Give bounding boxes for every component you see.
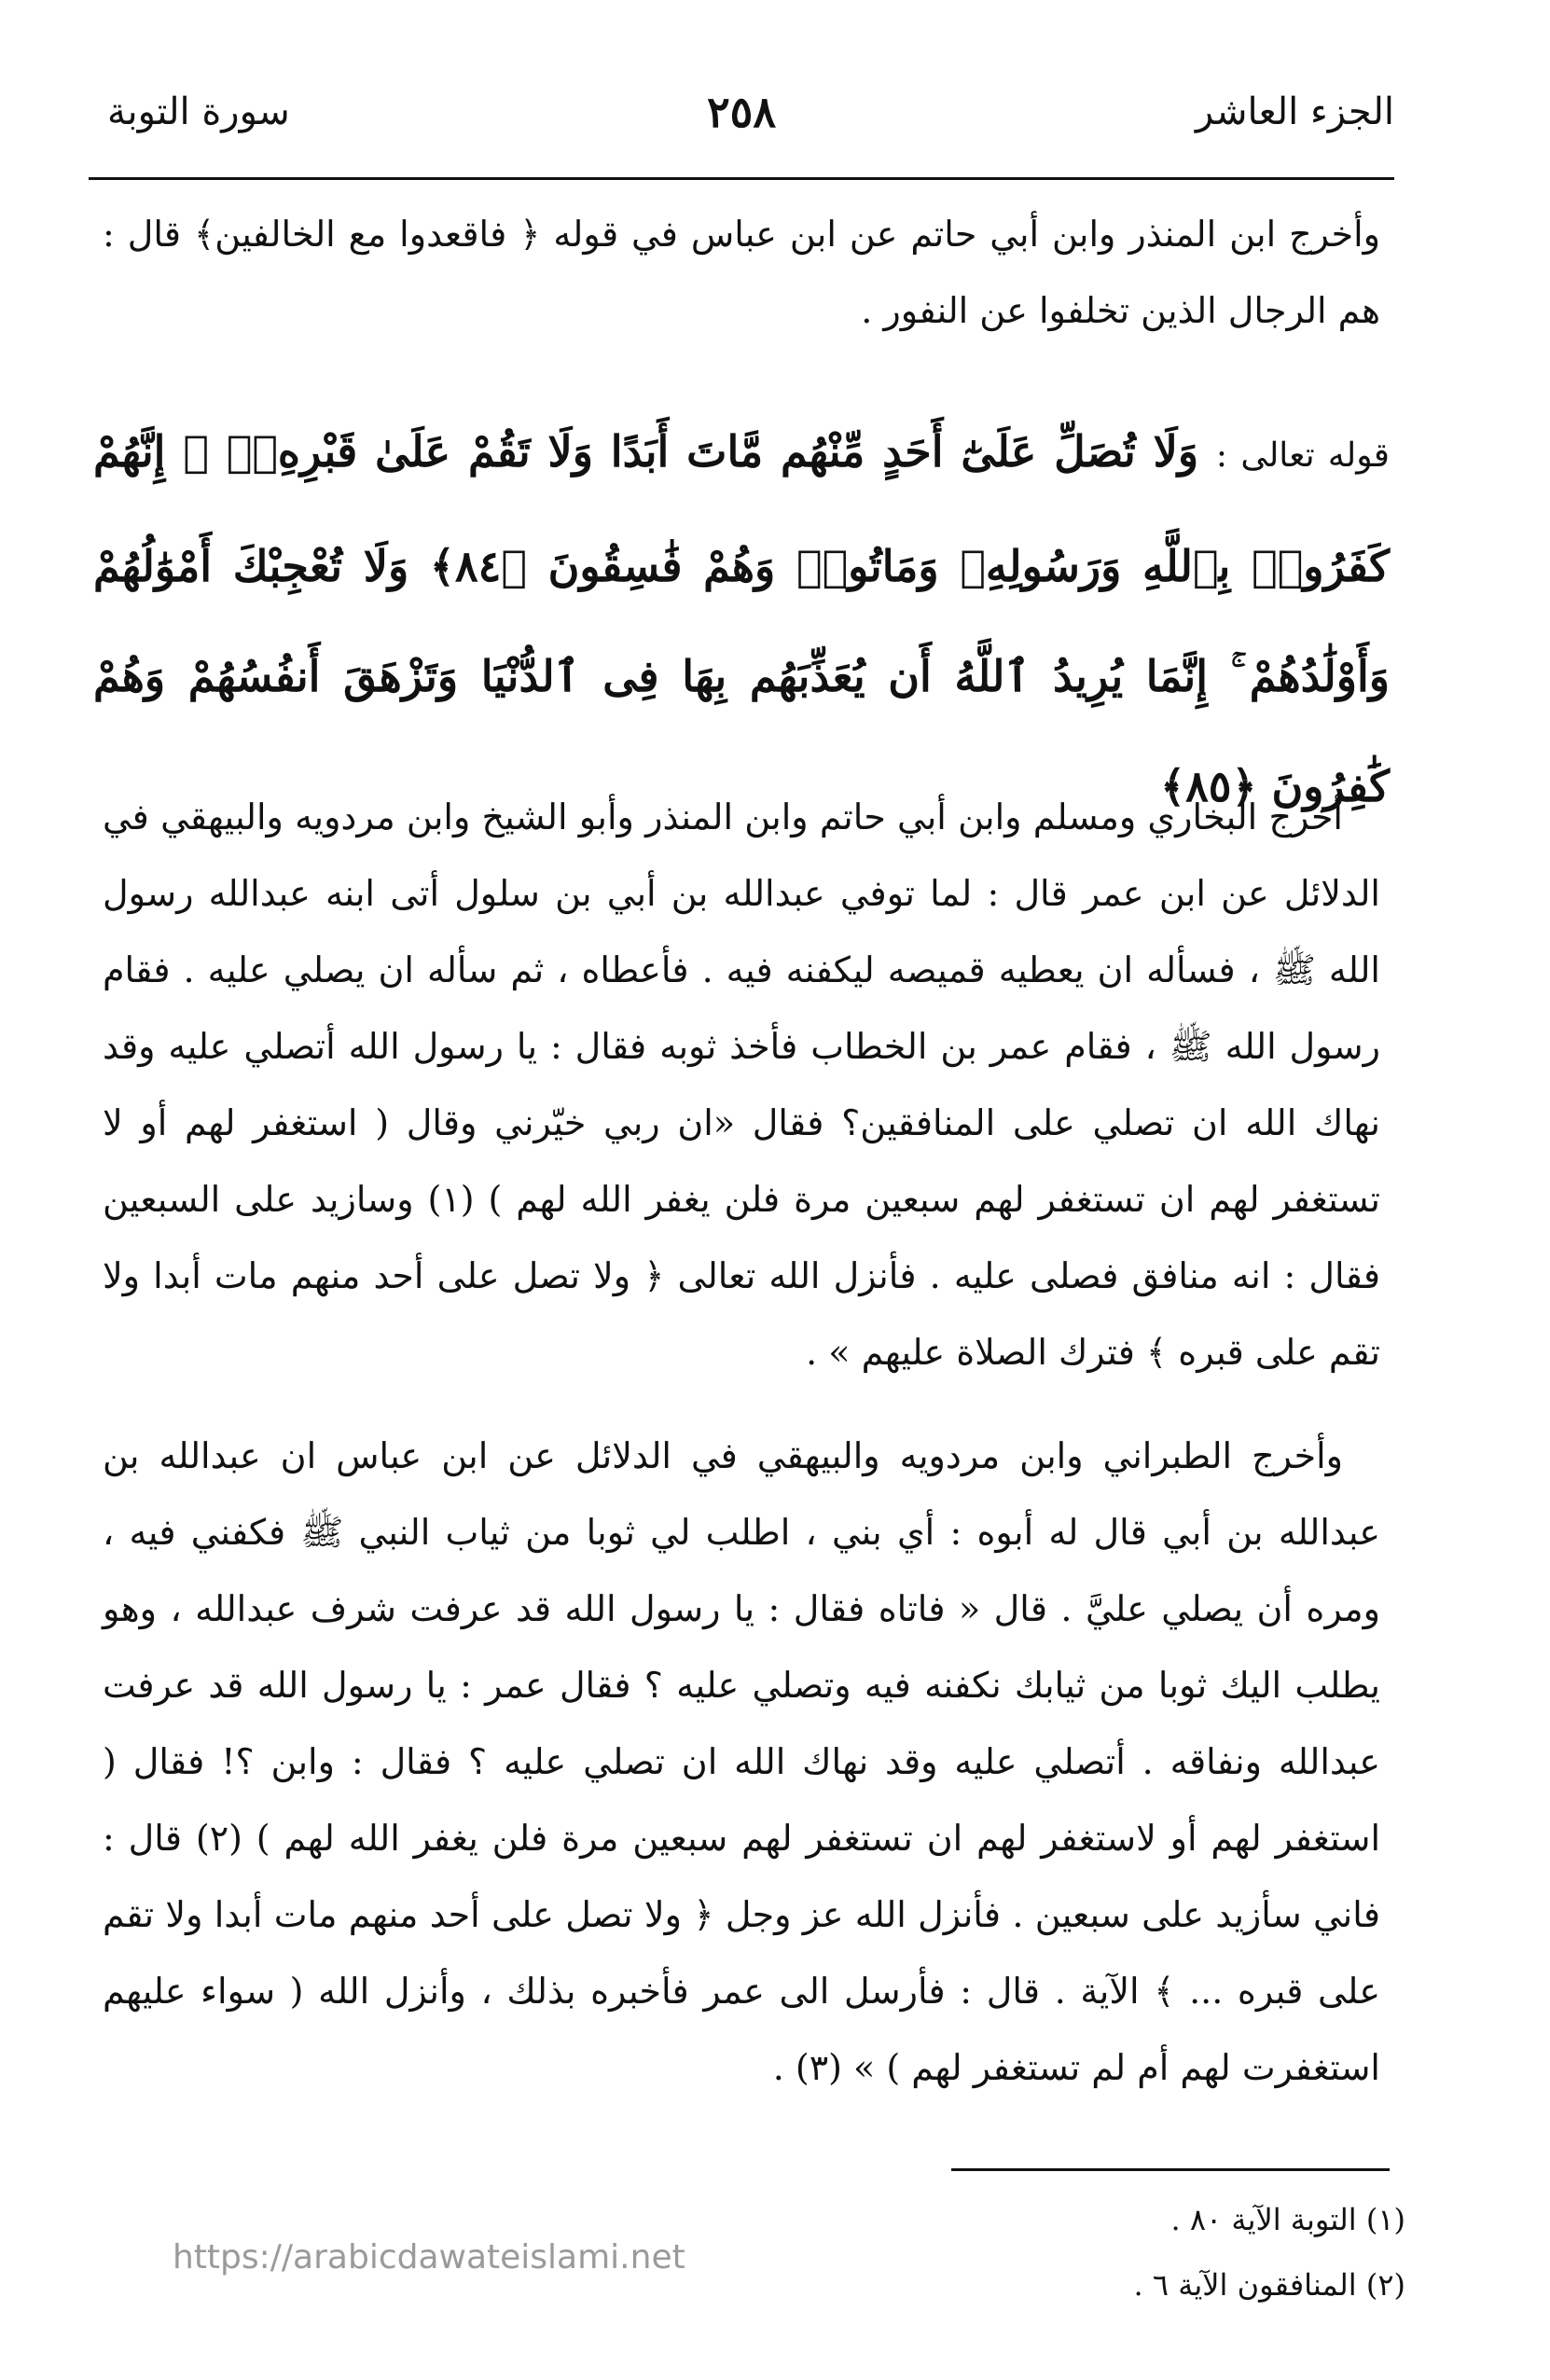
footnote-2: (٢) المنافقون الآية ٦ . xyxy=(1133,2267,1405,2303)
page-number: ٢٥٨ xyxy=(706,87,777,137)
juz-label: الجزء العاشر xyxy=(1195,90,1394,133)
footnote-divider xyxy=(951,2168,1390,2171)
header-divider xyxy=(89,177,1394,180)
quran-verse-text: وَلَا تُصَلِّ عَلَىٰٓ أَحَدٍ مِّنْهُم مَّاتَ أَبَدًا وَلَا تَقُمْ عَلَىٰ قَبْرِهِۦٓ ۖ إِنَّهُمْ كَفَرُوا۟ بِٱللَّهِ وَرَسُولِهِۦ وَمَاتُوا۟ وَهُمْ فَٰسِقُونَ ﴿٨٤﴾ وَلَا تُعْجِبْكَ أَمْوَٰلُهُمْ وَأَوْلَٰدُهُمْ ۚ إِنَّمَا يُرِيدُ ٱللَّهُ أَن يُعَذِّبَهُم بِهَا فِى ٱلدُّنْيَا وَتَزْهَقَ أَنفُسُهُمْ وَهُمْ كَٰفِرُونَ ﴿٨٥﴾ xyxy=(93,426,1390,811)
footnote-1: (١) التوبة الآية ٨٠ . xyxy=(1170,2202,1405,2237)
paragraph-tabarani-narration: وأخرج الطبراني وابن مردويه والبيهقي في الدلائل عن ابن عباس ان عبدالله بن عبدالله بن أبي قال له أبوه : أي بني ، اطلب لي ثوبا من ثياب النبي ﷺ فكفني فيه ، ومره أن يصلي عليَّ . قال « فاتاه فقال : يا رسول الله قد عرفت شرف عبدالله ، وهو يطلب اليك ثوبا من ثيابك نكفنه فيه وتصلي عليه ؟ فقال عمر : يا رسول الله قد عرفت عبدالله ونفاقه . أتصلي عليه وقد نهاك الله ان تصلي عليه ؟ فقال : وابن ؟! فقال ( استغفر لهم أو لاستغفر لهم ان تستغفر لهم سبعين مرة فلن يغفر الله لهم ) (٢) قال : فاني سأزيد على سبعين . فأنزل الله عز وجل ﴿ ولا تصل على أحد منهم مات أبدا ولا تقم على قبره ... ﴾ الآية . قال : فأرسل الى عمر فأخبره بذلك ، وأنزل الله ( سواء عليهم استغفرت لهم أم لم تستغفر لهم ) » (٣) . xyxy=(103,1435,1381,2088)
verse-intro-label: قوله تعالى : xyxy=(1215,436,1391,475)
watermark-url: https://arabicdawateislami.net xyxy=(173,2238,685,2276)
page-header xyxy=(89,75,1394,149)
quran-verse-block xyxy=(93,396,1390,841)
paragraph-bukhari-narration: أخرج البخاري ومسلم وابن أبي حاتم وابن المنذر وأبو الشيخ وابن مردويه والبيهقي في الدلائل عن ابن عمر قال : لما توفي عبدالله بن أبي بن سلول أتى ابنه عبدالله رسول الله ﷺ ، فسأله ان يعطيه قميصه ليكفنه فيه . فأعطاه ، ثم سأله ان يصلي عليه . فقام رسول الله ﷺ ، فقام عمر بن الخطاب فأخذ ثوبه فقال : يا رسول الله أتصلي عليه وقد نهاك الله ان تصلي على المنافقين؟ فقال «ان ربي خيّرني وقال ( استغفر لهم أو لا تستغفر لهم ان تستغفر لهم سبعين مرة فلن يغفر الله لهم ) (١) وسازيد على السبعين فقال : انه منافق فصلى عليه . فأنزل الله تعالى ﴿ ولا تصل على أحد منهم مات أبدا ولا تقم على قبره ﴾ فترك الصلاة عليهم » . xyxy=(103,796,1381,1373)
footnotes xyxy=(753,2187,1405,2318)
surah-label: سورة التوبة xyxy=(107,90,290,133)
paragraph-intro: وأخرج ابن المنذر وابن أبي حاتم عن ابن عباس في قوله ﴿ فاقعدوا مع الخالفين﴾ قال : هم الرجال الذين تخلفوا عن النفور . xyxy=(103,214,1380,331)
